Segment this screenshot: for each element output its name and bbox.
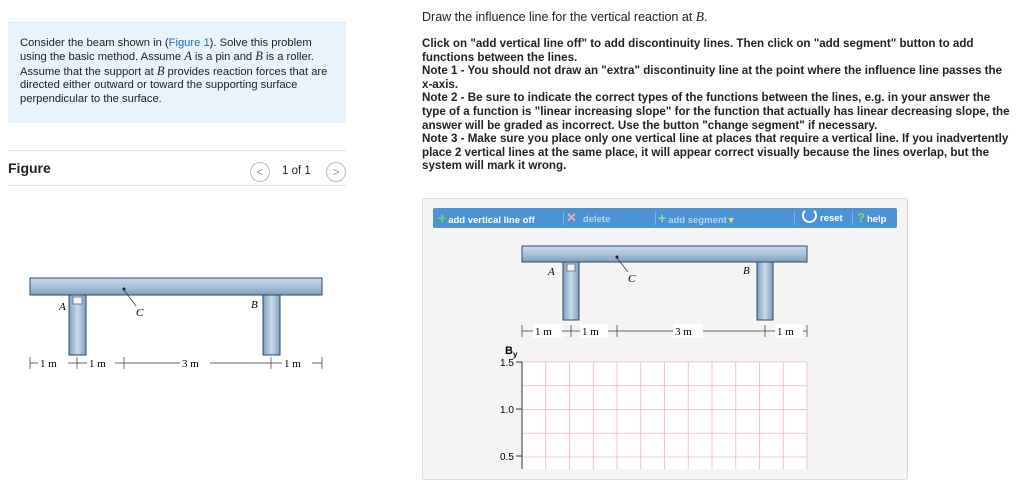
variable-b: B (255, 49, 263, 64)
pin-icon (567, 264, 575, 271)
tool-beam-diagram (522, 246, 807, 338)
caret-down-icon: ▾ (728, 215, 734, 226)
beam (30, 278, 322, 295)
instruction-note: Note 1 - You should not draw an "extra" discontinuity line at the point where the influence line passes the x-axis. (422, 64, 1003, 91)
dimension-label: 1 m (582, 326, 599, 338)
y-tick-label: 1.0 (500, 405, 514, 416)
instruction-note: Note 2 - Be sure to indicate the correct types of the functions between the lines, e.g. in your answer the type of a function is "linear increasing slope" for the function that actually has linear decreasing slope, the answer will be graded as incorrect. Use the button "change segment" if necessary. (422, 91, 1010, 132)
help-label: help (866, 214, 887, 225)
label-a: A (59, 301, 66, 313)
dimension-label: 1 m (40, 358, 57, 370)
question-text: Draw the influence line for the vertical reaction at (422, 10, 696, 24)
y-axis-label: $B_y$ (505, 345, 518, 359)
problem-text-part: provides reaction forces that are directed either outward or toward the supporting surface perpendicular to the surface. (20, 65, 328, 105)
instruction-line: Click on "add vertical line off" to add discontinuity lines. Then click on "add segment" button to add functions between the lines. (422, 37, 974, 64)
y-tick-label: 1.5 (500, 358, 514, 369)
label-a: A (548, 266, 555, 278)
reset-label: reset (820, 213, 843, 224)
chevron-left-icon: < (256, 165, 264, 179)
problem-text-part: Consider the beam shown in ( (20, 37, 169, 49)
plus-icon: + (438, 210, 447, 226)
figure-link[interactable]: Figure 1 (168, 37, 210, 49)
variable-b: B (695, 9, 704, 24)
chevron-right-icon: > (332, 165, 340, 179)
plus-icon: + (658, 210, 667, 226)
delete-label: delete (582, 214, 611, 225)
label-b: B (743, 265, 750, 277)
question-icon: ? (857, 210, 865, 225)
dimension-label: 1 m (777, 326, 794, 338)
support-column-b (757, 262, 773, 320)
problem-text-part: ). Solve this problem using the basic method. Assume (20, 37, 312, 64)
influence-line-graph[interactable] (500, 345, 807, 469)
variable-a: A (184, 49, 192, 64)
dimension-label: 1 m (89, 358, 106, 370)
support-column-b (263, 295, 280, 355)
dimension-label: 1 m (284, 358, 301, 370)
figure-beam-diagram (30, 278, 322, 370)
variable-b: B (156, 63, 165, 78)
label-b: B (251, 299, 258, 311)
problem-text-part: is a pin and (191, 51, 256, 64)
question-text: . (704, 10, 708, 24)
pin-icon (73, 297, 82, 304)
figure-pager: 1 of 1 (282, 165, 311, 177)
add-vertical-line-label: add vertical line off (448, 215, 535, 226)
figure-title: Figure (8, 160, 51, 176)
instruction-note: Note 3 - Make sure you place only one vertical line at places that require a vertical line. If you inadvertently place 2 vertical lines at the same place, it will appear correct visually because the lines overlap, but the system will mark it wrong. (422, 132, 1009, 173)
label-c: C (628, 273, 636, 285)
dimension-label: 3 m (182, 358, 199, 370)
beam (522, 246, 807, 262)
dimension-label: 3 m (675, 326, 692, 338)
problem-text-part: is a roller. Assume that the support at (20, 51, 314, 78)
x-icon: ✕ (566, 210, 577, 225)
dimension-label: 1 m (535, 326, 552, 338)
add-segment-label: add segment (668, 215, 727, 226)
label-c: C (136, 307, 144, 319)
y-tick-label: 0.5 (500, 452, 514, 463)
